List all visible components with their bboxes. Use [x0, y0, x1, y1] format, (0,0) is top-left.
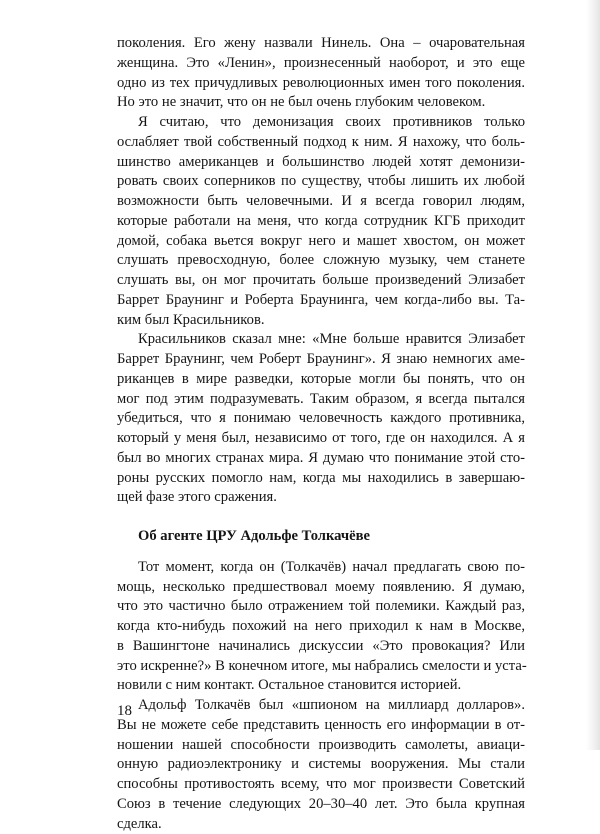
text-line: это искренне?» В конечном итоге, мы набрались смелости и уста-: [117, 657, 525, 677]
page-number: 18: [117, 701, 132, 721]
text-line: что это частично было отражением той полемики. Каждый раз,: [117, 597, 525, 617]
paragraph: [117, 113, 525, 330]
text-line: ровать своих соперников по существу, чтобы лишить их любой: [117, 172, 525, 192]
text-line: слушать превосходную, более сложную музыку, чем станете: [117, 251, 525, 271]
text-line: новили с ним контакт. Остальное становится историей.: [117, 676, 525, 696]
text-line: Я считаю, что демонизация своих противников только: [117, 113, 525, 133]
text-block-after-heading: [117, 558, 525, 834]
text-line: ношении нашей способности производить самолеты, авиаци-: [117, 736, 525, 756]
paragraph: [117, 330, 525, 508]
text-line: который у меня был, независимо от того, где он находился. А я: [117, 429, 525, 449]
text-line: шинство американцев и большинство людей хотят демонизи-: [117, 153, 525, 173]
text-line: Адольф Толкачёв был «шпионом на миллиард долларов».: [117, 696, 525, 716]
text-line: риканцев в мире разведки, которые могли бы понять, что он: [117, 370, 525, 390]
text-line: убедиться, что я понимаю человечность каждого противника,: [117, 409, 525, 429]
text-line: Красильников сказал мне: «Мне больше нравится Элизабет: [117, 330, 525, 350]
text-line: способны противостоять всему, что мог произвести Советский: [117, 775, 525, 795]
paragraph: [117, 34, 525, 113]
text-line: ким был Красильников.: [117, 311, 525, 331]
text-line: когда кто-нибудь похожий на него приходил к нам в Москве,: [117, 617, 525, 637]
text-line: роны русских помогло нам, когда мы находились в завершаю-: [117, 469, 525, 489]
text-line: мощь, несколько предшествовал моему появлению. Я думаю,: [117, 578, 525, 598]
text-line: онную радиоэлектронику и системы вооружения. Мы стали: [117, 755, 525, 775]
text-line: щей фазе этого сражения.: [117, 488, 525, 508]
scan-edge-shadow: [586, 0, 600, 750]
text-line: которые работали на меня, что когда сотрудник КГБ приходит: [117, 212, 525, 232]
text-line: Тот момент, когда он (Толкачёв) начал предлагать свою по-: [117, 558, 525, 578]
text-line: в Вашингтоне начинались дискуссии «Это провокация? Или: [117, 637, 525, 657]
text-line: поколения. Его жену назвали Нинель. Она – очаровательная: [117, 34, 525, 54]
text-line: мог под этим подразумевать. Таким образом, я всегда пытался: [117, 390, 525, 410]
section-heading: Об агенте ЦРУ Адольфе Толкачёве: [117, 527, 525, 547]
text-line: сделка.: [117, 815, 525, 834]
text-line: Баррет Браунинг и Роберта Браунинга, чем когда-либо вы. Та-: [117, 291, 525, 311]
text-line: Но это не значит, что он не был очень глубоким человеком.: [117, 93, 525, 113]
text-line: Вы не можете себе представить ценность его информации в от-: [117, 716, 525, 736]
text-line: домой, собака вьется вокруг него и машет хвостом, он может: [117, 232, 525, 252]
text-line: Баррет Браунинг, чем Роберт Браунинг». Я знаю немногих аме-: [117, 350, 525, 370]
text-line: ослабляет твой собственный подход к ним. Я нахожу, что боль-: [117, 133, 525, 153]
text-line: возможности быть человечными. И я всегда говорил людям,: [117, 192, 525, 212]
page-body: [117, 34, 525, 834]
text-line: одно из тех причудливых революционных имен того поколения.: [117, 74, 525, 94]
text-line: Союз в течение следующих 20–30–40 лет. Это была крупная: [117, 795, 525, 815]
text-block-before-heading: [117, 34, 525, 508]
paragraph: [117, 696, 525, 834]
paragraph: [117, 558, 525, 696]
text-line: был во многих странах мира. Я думаю что понимание этой сто-: [117, 449, 525, 469]
text-line: слушать вы, он мог прочитать больше произведений Элизабет: [117, 271, 525, 291]
text-line: женщина. Это «Ленин», произнесенный наоборот, и это еще: [117, 54, 525, 74]
